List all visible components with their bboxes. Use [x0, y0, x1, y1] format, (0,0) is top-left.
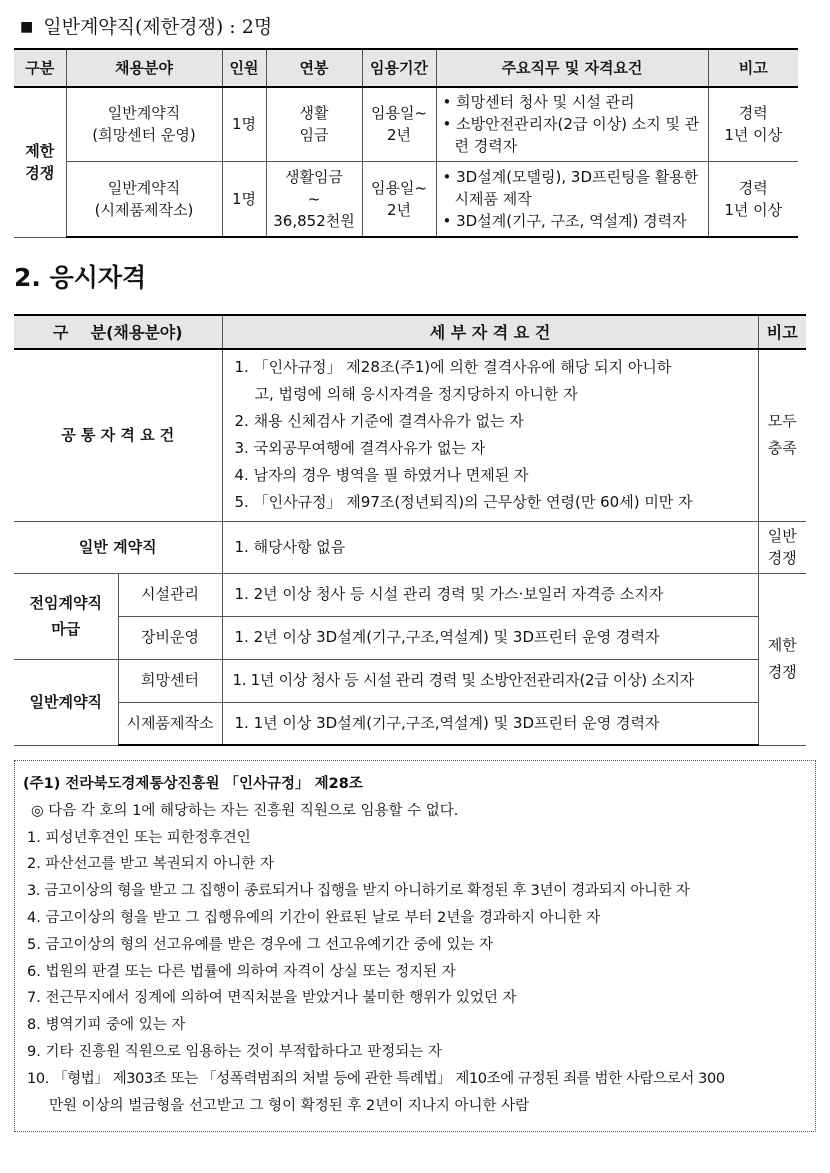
- common-detail-cell: [222, 349, 758, 521]
- recruitment-table: [14, 48, 798, 238]
- salary-line: ~: [307, 189, 321, 208]
- section1-title-text: 일반계약직(제한경쟁) : 2명: [43, 16, 273, 38]
- footnote-item: 3. 금고이상의 형을 받고 그 집행이 종료되거나 집행을 받지 아니하기로 확정된 후 3년이 경과되지 아니한 자: [27, 883, 690, 900]
- general-note: [758, 521, 806, 573]
- section1-title: [20, 12, 272, 39]
- label-line: 마급: [51, 620, 81, 638]
- table-header-row: [14, 315, 806, 349]
- group-label: 제한 경쟁: [14, 87, 66, 237]
- common-label: 공 통 자 격 요 건: [14, 349, 222, 521]
- duty-item: • 소방안전관리자(2급 이상) 소지 및 관련 경력자: [442, 115, 700, 156]
- note-line: 1년 이상: [724, 126, 783, 145]
- requirement-item: 4. 남자의 경우 병역을 필 하였거나 면제된 자: [234, 466, 529, 485]
- sub-field: 시제품제작소: [118, 702, 222, 745]
- period-line: 2년: [386, 200, 412, 219]
- dedicated-label: [14, 573, 118, 659]
- field-cell: [66, 87, 222, 161]
- header-note: 비고: [758, 315, 806, 349]
- footnote-title: (주1) 전라북도경제통상진흥원 「인사규정」 제28조: [23, 776, 363, 792]
- field-line: 일반계약직: [107, 178, 181, 197]
- sub-field: 시설관리: [118, 573, 222, 616]
- header-category: 구분: [14, 49, 66, 87]
- period-cell: [362, 87, 436, 161]
- header-note: 비고: [708, 49, 798, 87]
- header-details: 세 부 자 격 요 건: [222, 315, 758, 349]
- header-salary: 연봉: [266, 49, 362, 87]
- requirement-item-cont: 고, 법령에 의해 응시자격을 정지당하지 아니한 자: [254, 385, 578, 404]
- footnote-box: [14, 760, 816, 1132]
- table-row: [14, 573, 806, 616]
- footnote-item: 9. 기타 진흥원 직원으로 임용하는 것이 부적합하다고 판정되는 자: [27, 1043, 442, 1060]
- field-line: (시제품제작소): [94, 200, 194, 219]
- field-line: (희망센터 운영): [92, 126, 196, 145]
- sub-detail: 1. 1년 이상 3D설계(기구,구조,역설계) 및 3D프린터 운영 경력자: [222, 702, 758, 745]
- duty-item: • 희망센터 청사 및 시설 관리: [442, 93, 635, 112]
- common-note: [758, 349, 806, 521]
- salary-line: 임금: [299, 126, 329, 145]
- requirement-item: 1. 「인사규정」 제28조(주1)에 의한 결격사유에 해당 되지 아니하: [234, 358, 672, 377]
- footnote-item: 1. 피성년후견인 또는 피한정후견인: [27, 829, 251, 846]
- sub-detail: 1. 2년 이상 3D설계(기구,구조,역설계) 및 3D프린터 운영 경력자: [222, 616, 758, 659]
- table-row: [14, 349, 806, 521]
- field-cell: [66, 161, 222, 237]
- footnote-item: 2. 파산선고를 받고 복권되지 아니한 자: [27, 856, 274, 873]
- limited-note: [758, 573, 806, 745]
- contract-label: 일반계약직: [14, 659, 118, 745]
- table-row: [14, 521, 806, 573]
- note-line: 경력: [738, 104, 768, 123]
- header-duties: 주요직무 및 자격요건: [436, 49, 708, 87]
- salary-line: 생활: [299, 104, 329, 123]
- eligibility-table: [14, 314, 806, 746]
- note-line: 경쟁: [767, 663, 797, 681]
- note-line: 일반: [767, 527, 797, 545]
- note-line: 1년 이상: [724, 200, 783, 219]
- sub-detail: 1. 2년 이상 청사 등 시설 관리 경력 및 가스·보일러 자격증 소지자: [222, 573, 758, 616]
- duty-cell: [436, 87, 708, 161]
- header-period: 임용기간: [362, 49, 436, 87]
- note-line: 경력: [738, 178, 768, 197]
- table-row: [14, 659, 806, 702]
- period-line: 2년: [386, 126, 412, 145]
- note-line: 모두: [767, 412, 797, 431]
- sub-detail: 1. 1년 이상 청사 등 시설 관리 경력 및 소방안전관리자(2급 이상) 소지자: [222, 659, 758, 702]
- footnote-item-cont: 만원 이상의 벌금형을 선고받고 그 형이 확정된 후 2년이 지나지 아니한 사람: [49, 1097, 530, 1114]
- salary-line: 36,852천원: [273, 211, 355, 230]
- footnote-item: 4. 금고이상의 형을 받고 그 집행유예의 기간이 완료된 날로 부터 2년을 경과하지 아니한 자: [27, 909, 601, 926]
- note-cell: [708, 87, 798, 161]
- period-cell: [362, 161, 436, 237]
- footnote-item: 10. 「형법」 제303조 또는 「성폭력범죄의 처벌 등에 관한 특례법」 제10조에 규정된 죄를 범한 사람으로서 300: [27, 1070, 725, 1087]
- section2-title: 2. 응시자격: [14, 263, 147, 292]
- sub-field: 장비운영: [118, 616, 222, 659]
- duty-cell: [436, 161, 708, 237]
- table-row: [14, 161, 798, 237]
- salary-cell: [266, 161, 362, 237]
- general-detail: 1. 해당사항 없음: [222, 521, 758, 573]
- period-line: 임용일~: [370, 178, 428, 197]
- footnote-item: 6. 법원의 판결 또는 다른 법률에 의하여 자격이 상실 또는 정지된 자: [27, 963, 456, 980]
- count-cell: 1명: [222, 161, 266, 237]
- header-count: 인원: [222, 49, 266, 87]
- salary-line: 생활임금: [285, 167, 343, 186]
- duty-item: • 3D설계(기구, 구조, 역설계) 경력자: [442, 211, 687, 230]
- duty-item: • 3D설계(모델링), 3D프린팅을 활용한 시제품 제작: [442, 167, 699, 208]
- sub-field: 희망센터: [118, 659, 222, 702]
- field-line: 일반계약직: [107, 104, 181, 123]
- table-row: [14, 87, 798, 161]
- table-row: [14, 702, 806, 745]
- requirement-item: 5. 「인사규정」 제97조(정년퇴직)의 근무상한 연령(만 60세) 미만 자: [234, 493, 693, 512]
- label-line: 전임계약직: [29, 594, 102, 612]
- period-line: 임용일~: [370, 104, 428, 123]
- count-cell: 1명: [222, 87, 266, 161]
- note-cell: [708, 161, 798, 237]
- footnote-intro: ◎ 다음 각 호의 1에 해당하는 자는 진흥원 직원으로 임용할 수 없다.: [31, 802, 459, 819]
- footnote-item: 7. 전근무지에서 징계에 의하여 면직처분을 받았거나 불미한 행위가 있었던 자: [27, 990, 517, 1007]
- general-label: 일반 계약직: [14, 521, 222, 573]
- salary-cell: [266, 87, 362, 161]
- note-line: 경쟁: [767, 549, 797, 567]
- footnote-item: 8. 병역기피 중에 있는 자: [27, 1017, 186, 1034]
- requirement-item: 2. 채용 신체검사 기준에 결격사유가 없는 자: [234, 412, 524, 431]
- table-header-row: [14, 49, 798, 87]
- note-line: 충족: [767, 439, 797, 458]
- table-row: [14, 616, 806, 659]
- requirement-item: 3. 국외공무여행에 결격사유가 없는 자: [234, 439, 486, 458]
- header-category: 구 분(채용분야): [14, 315, 222, 349]
- note-line: 제한: [767, 636, 797, 654]
- square-bullet-icon: ■: [20, 19, 34, 35]
- header-field: 채용분야: [66, 49, 222, 87]
- footnote-item: 5. 금고이상의 형의 선고유예를 받은 경우에 그 선고유예기간 중에 있는 자: [27, 936, 494, 953]
